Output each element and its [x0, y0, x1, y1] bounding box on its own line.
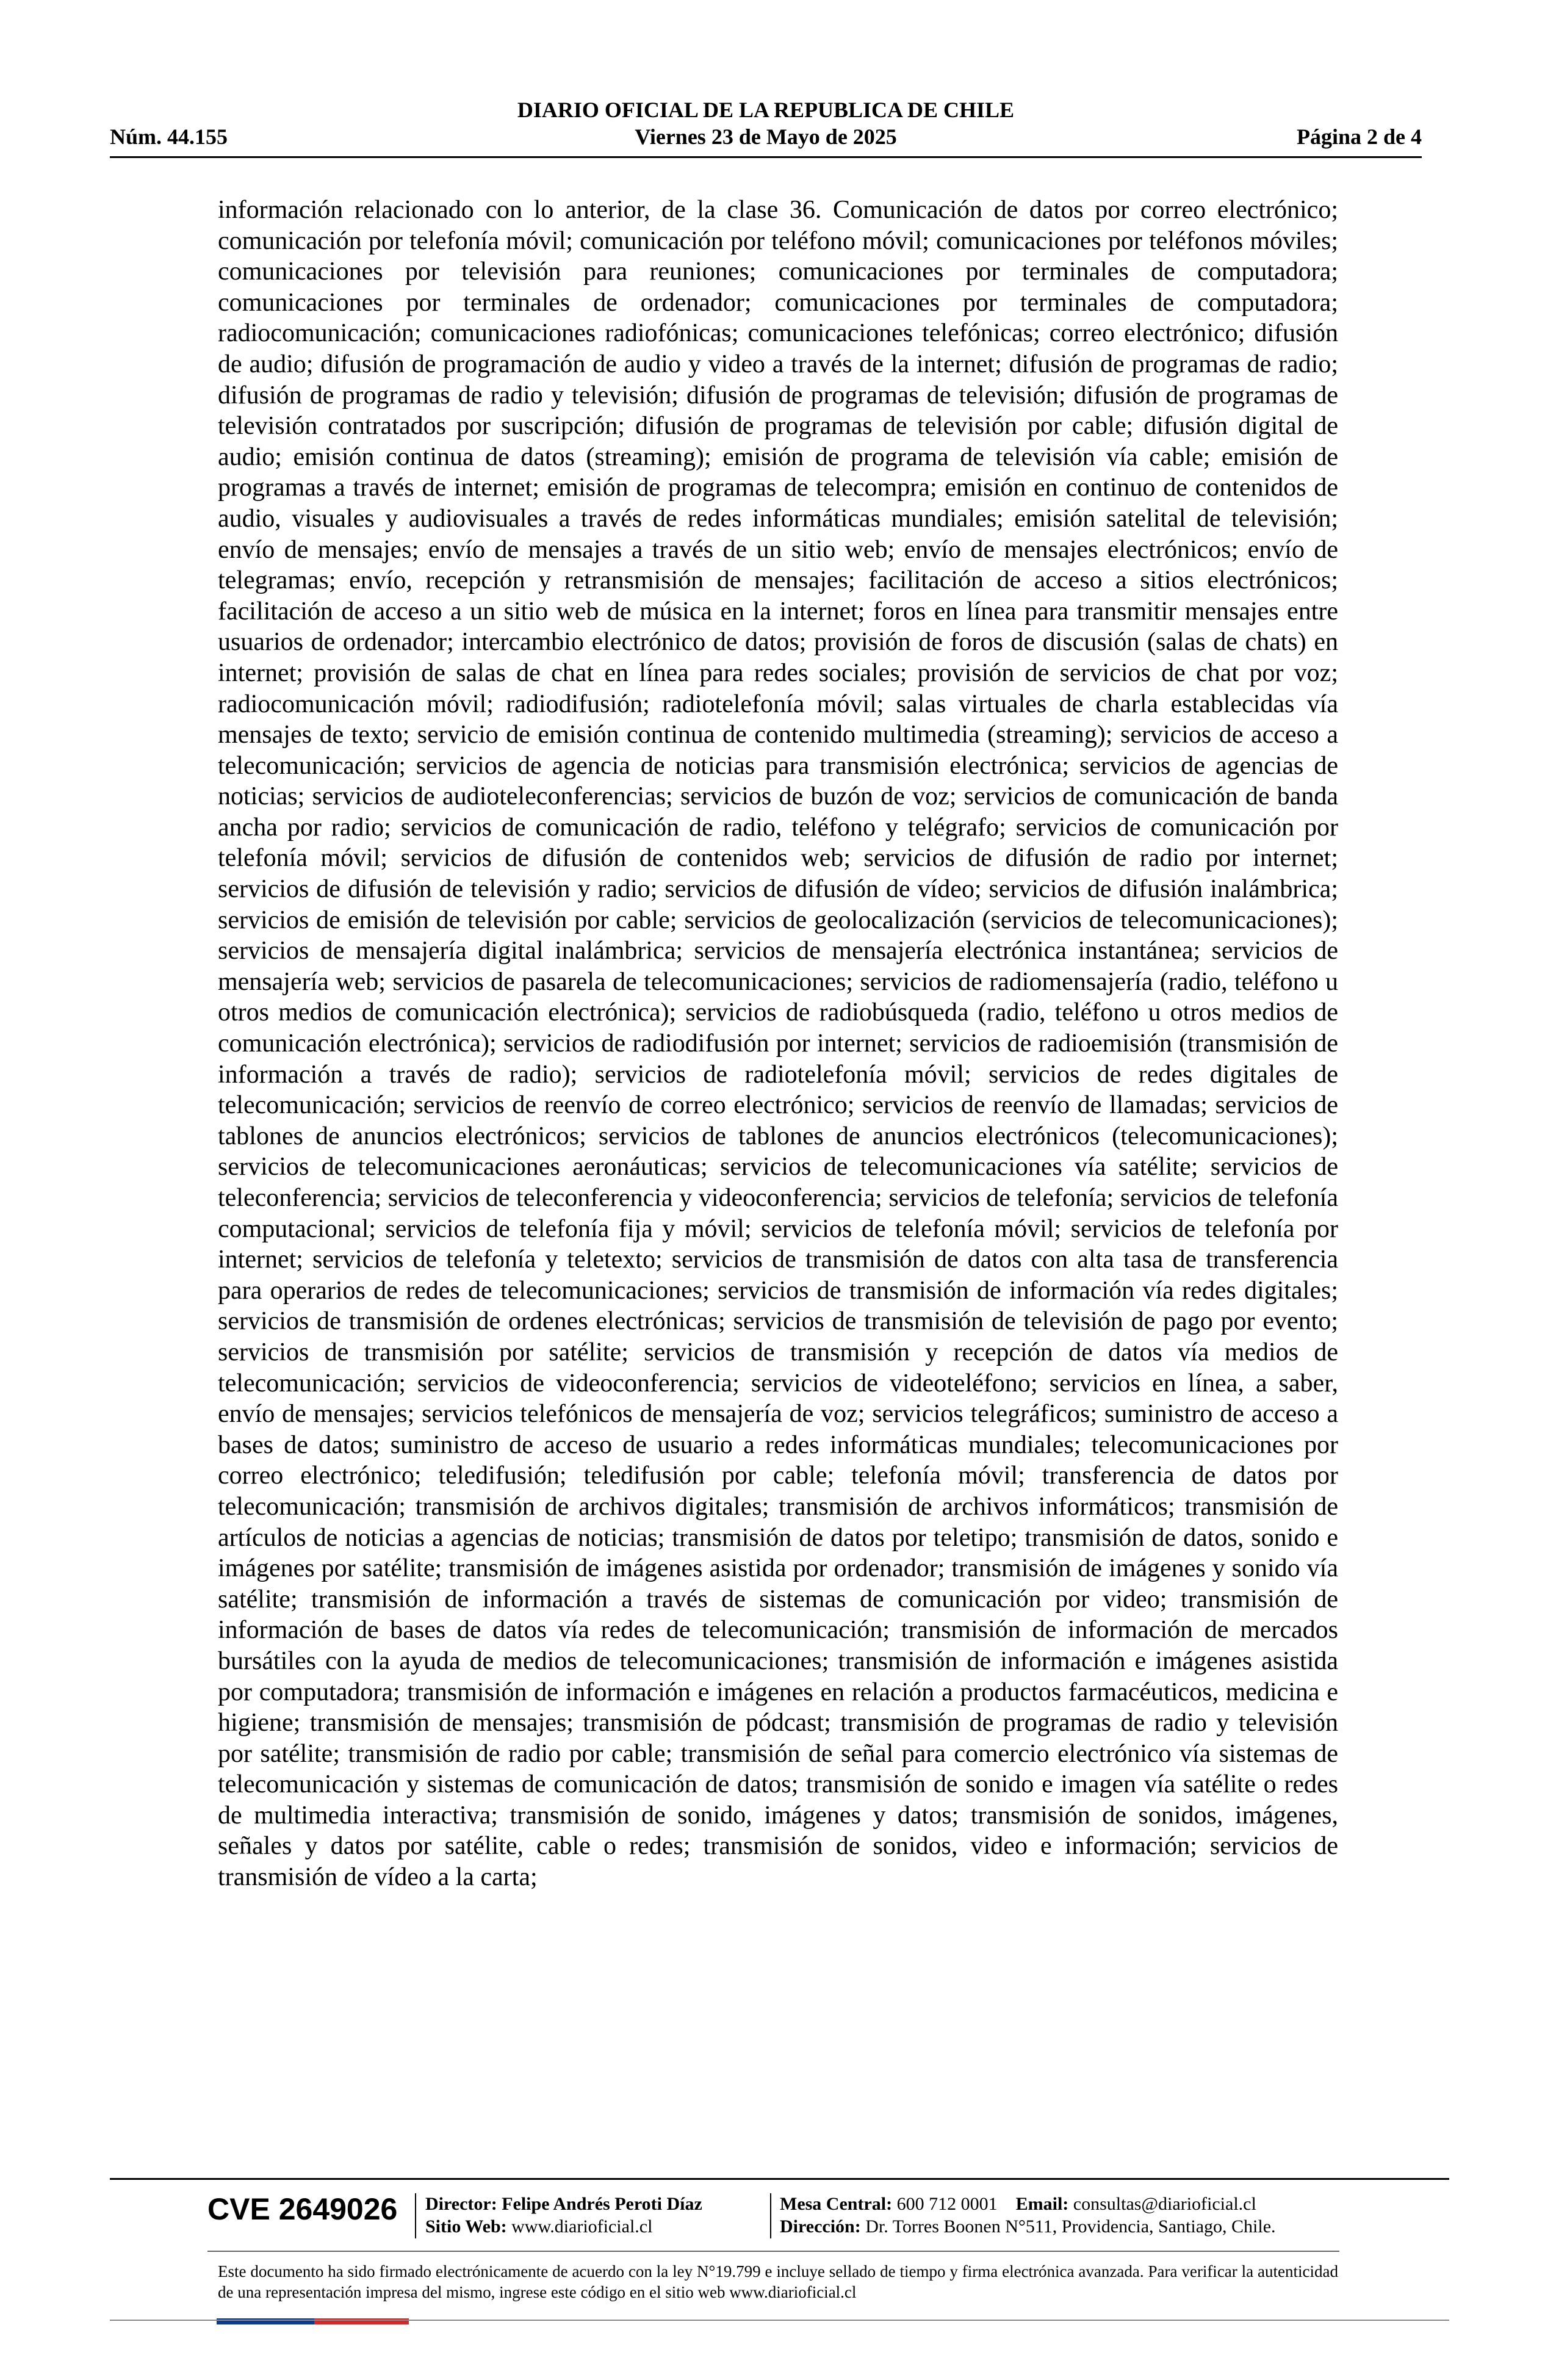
page-number: Página 2 de 4 [1296, 124, 1422, 149]
director-line: Director: Felipe Andrés Peroti Díaz [425, 2194, 702, 2214]
footer-separator [770, 2193, 771, 2238]
address-line: Dirección: Dr. Torres Boonen N°511, Providencia, Santiago, Chile. [780, 2216, 1276, 2237]
director-name: Felipe Andrés Peroti Díaz [502, 2194, 702, 2214]
issue-date: Viernes 23 de Mayo de 2025 [635, 124, 897, 149]
body-text: información relacionado con lo anterior, de la clase 36. Comunicación de datos por correo electrónico; comunicación por telefonía móvil; comunicación por teléfono móvil; comunicaciones por teléfonos móviles; comunicaciones por televisión para reuniones; comunicaciones por terminales de computadora; comunicaciones por terminales de ordenador; comunicaciones por terminales de computadora; radiocomunicación; comunicaciones radiofónicas; comunicaciones telefónicas; correo electrónico; difusión de audio; difusión de programación de audio y video a través de la internet; difusión de programas de radio; difusión de programas de radio y televisión; difusión de programas de televisión; difusión de programas de televisión contratados por suscripción; difusión de programas de televisión por cable; difusión digital de audio; emisión continua de datos (streaming); emisión de programa de televisión vía cable; emisión de programas a través de internet; emisión de programas de telecompra; emisión en continuo de contenidos de audio, visuales y audiovisuales a través de redes informáticas mundiales; emisión satelital de televisión; envío de mensajes; envío de mensajes a través de un sitio web; envío de mensajes electrónicos; envío de telegramas; envío, recepción y retransmisión de mensajes; facilitación de acceso a sitios electrónicos; facilitación de acceso a un sitio web de música en la internet; foros en línea para transmitir mensajes entre usuarios de ordenador; intercambio electrónico de datos; provisión de foros de discusión (salas de chats) en internet; provisión de salas de chat en línea para redes sociales; provisión de servicios de chat por voz; radiocomunicación móvil; radiodifusión; radiotelefonía móvil; salas virtuales de charla establecidas vía mensajes de texto; servicio de emisión continua de contenido multimedia (streaming); servicios de acceso a telecomunicación; servicios de agencia de noticias para transmisión electrónica; servicios de agencias de noticias; servicios de audioteleconferencias; servicios de buzón de voz; servicios de comunicación de banda ancha por radio; servicios de comunicación de radio, teléfono y telégrafo; servicios de comunicación por telefonía móvil; servicios de difusión de contenidos web; servicios de difusión de radio por internet; servicios de difusión de televisión y radio; servicios de difusión de vídeo; servicios de difusión inalámbrica; servicios de emisión de televisión por cable; servicios de geolocalización (servicios de telecomunicaciones); servicios de mensajería digital inalámbrica; servicios de mensajería electrónica instantánea; servicios de mensajería web; servicios de pasarela de telecomunicaciones; servicios de radiomensajería (radio, teléfono u otros medios de comunicación electrónica); servicios de radiobúsqueda (radio, teléfono u otros medios de comunicación electrónica); servicios de radiodifusión por internet; servicios de radioemisión (transmisión de información a través de radio); servicios de radiotelefonía móvil; servicios de redes digitales de telecomunicación; servicios de reenvío de correo electrónico; servicios de reenvío de llamadas; servicios de tablones de anuncios electrónicos; servicios de tablones de anuncios electrónicos (telecomunicaciones); servicios de telecomunicaciones aeronáuticas; servicios de telecomunicaciones vía satélite; servicios de teleconferencia; servicios de teleconferencia y videoconferencia; servicios de telefonía; servicios de telefonía computacional; servicios de telefonía fija y móvil; servicios de telefonía móvil; servicios de telefonía por internet; servicios de telefonía y teletexto; servicios de transmisión de datos con alta tasa de transferencia para operarios de redes de telecomunicaciones; servicios de transmisión de información vía redes digitales; servicios de transmisión de ordenes electrónicas; servicios de transmisión de televisión de pago por evento; servicios de transmisión por satélite; servicios de transmisión y recepción de datos vía medios de telecomunicación; servicios de videoconferencia; servicios de videoteléfono; servicios en línea, a saber, envío de mensajes; servicios telefónicos de mensajería de voz; servicios telegráficos; suministro de acceso a bases de datos; suministro de acceso de usuario a redes informáticas mundiales; telecomunicaciones por correo electrónico; teledifusión; teledifusión por cable; telefonía móvil; transferencia de datos por telecomunicación; transmisión de archivos digitales; transmisión de archivos informáticos; transmisión de artículos de noticias a agencias de noticias; transmisión de datos por teletipo; transmisión de datos, sonido e imágenes por satélite; transmisión de imágenes asistida por ordenador; transmisión de imágenes y sonido vía satélite; transmisión de información a través de sistemas de comunicación por video; transmisión de información de bases de datos vía redes de telecomunicación; transmisión de información de mercados bursátiles con la ayuda de medios de telecomunicaciones; transmisión de información e imágenes asistida por computadora; transmisión de información e imágenes en relación a productos farmacéuticos, medicina e higiene; transmisión de mensajes; transmisión de pódcast; transmisión de programas de radio y televisión por satélite; transmisión de radio por cable; transmisión de señal para comercio electrónico vía sistemas de telecomunicación y sistemas de comunicación de datos; transmisión de sonido e imagen vía satélite o redes de multimedia interactiva; transmisión de sonido, imágenes y datos; transmisión de sonidos, imágenes, señales y datos por satélite, cable o redes; transmisión de sonidos, video e información; servicios de transmisión de vídeo a la carta; [218, 196, 1338, 1892]
publication-title: DIARIO OFICIAL DE LA REPUBLICA DE CHILE [517, 98, 1015, 122]
footer-contact-block [780, 2193, 1276, 2238]
email-link[interactable]: consultas@diarioficial.cl [1073, 2194, 1256, 2214]
legal-notice: Este documento ha sido firmado electrónicamente de acuerdo con la ley N°19.799 e incluye sellado de tiempo y firma electrónica avanzada. Para verificar la autenticidad de una representación impresa del mismo, ingrese este código en el sitio web www.diarioficial.cl [218, 2262, 1338, 2301]
footer-divider-bottom [110, 2320, 1449, 2321]
footer-divider-top [110, 2178, 1449, 2180]
website-line: Sitio Web: www.diarioficial.cl [425, 2216, 653, 2237]
issue-number: Núm. 44.155 [110, 124, 228, 149]
cve-code: CVE 2649026 [207, 2192, 398, 2226]
website-link[interactable]: www.diarioficial.cl [511, 2216, 653, 2237]
header-info-row [110, 123, 1422, 150]
footer-separator [415, 2193, 416, 2238]
header-divider [110, 156, 1422, 158]
phone-number: 600 712 0001 [896, 2194, 998, 2214]
contact-line: Mesa Central: 600 712 0001 Email: consultas@diarioficial.cl [780, 2194, 1256, 2214]
page-header [110, 96, 1422, 157]
address-text: Dr. Torres Boonen N°511, Providencia, Santiago, Chile. [865, 2216, 1276, 2237]
footer-director-block [425, 2193, 702, 2238]
footer-divider-mid [207, 2251, 1339, 2252]
